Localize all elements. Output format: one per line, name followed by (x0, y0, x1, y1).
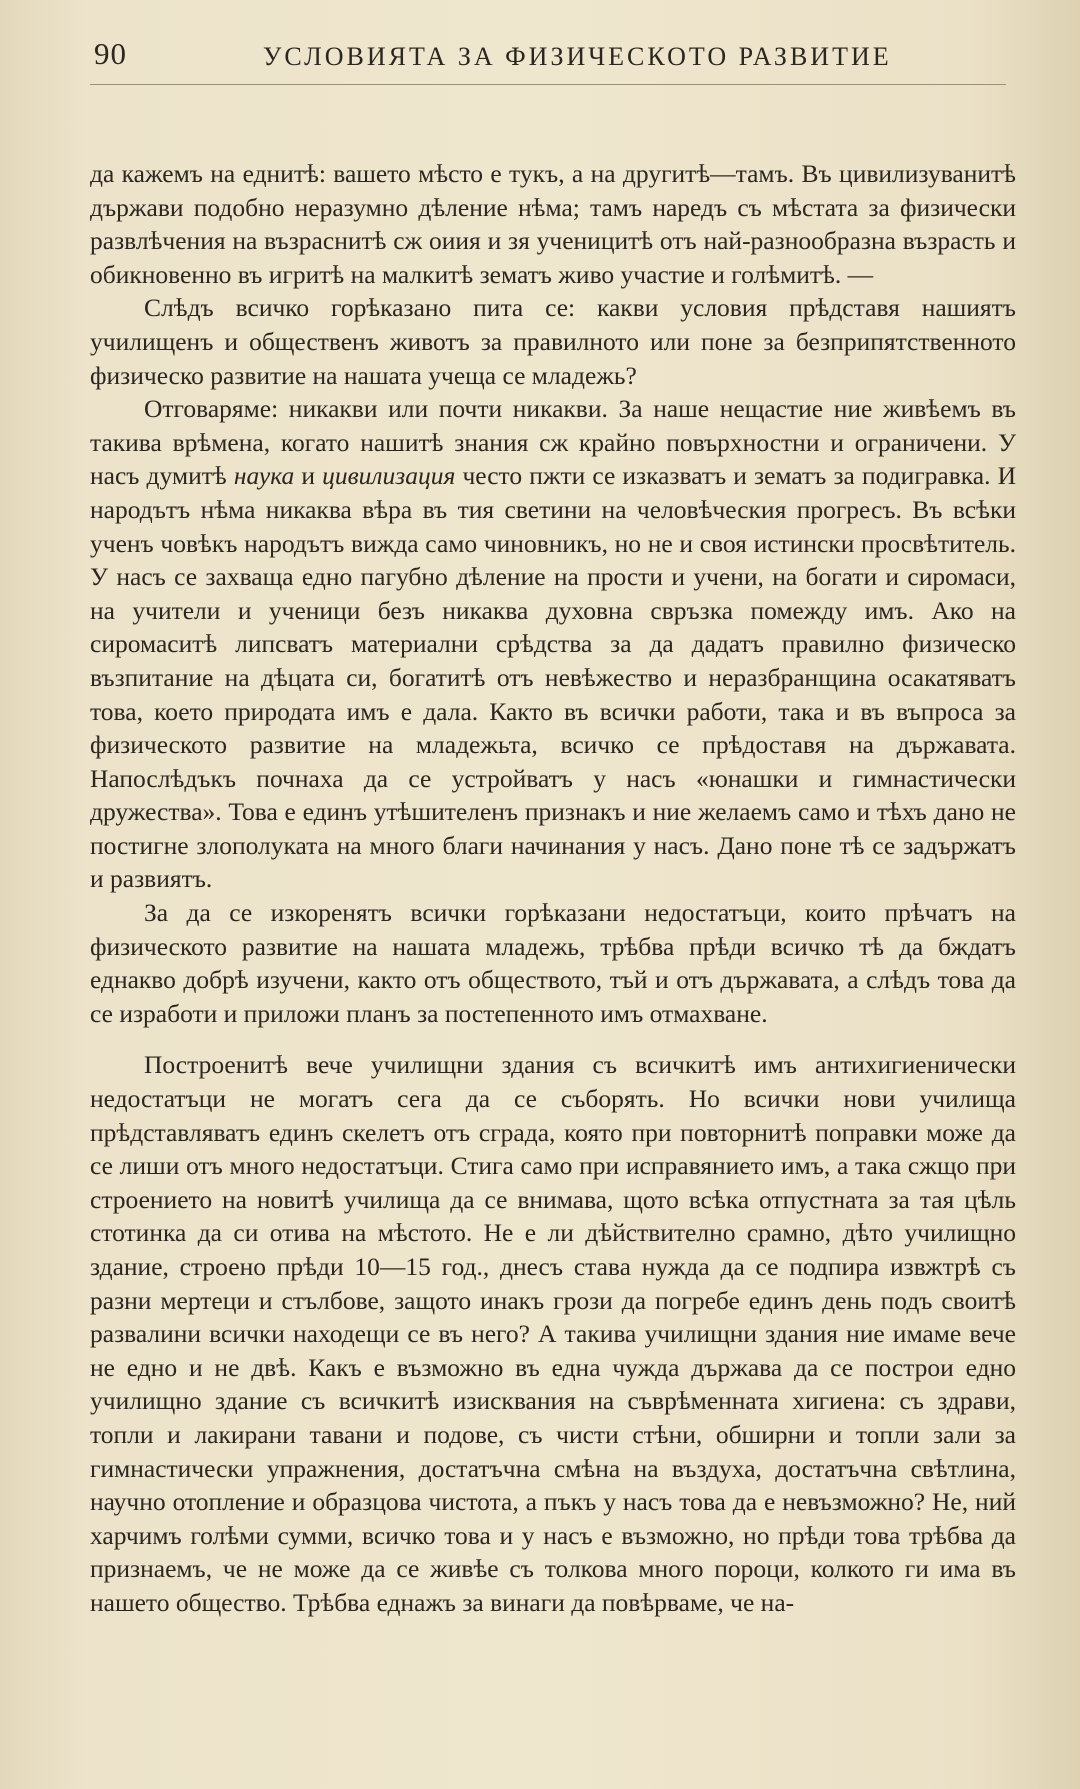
body-text (90, 157, 1016, 1620)
emphasis-science: наука (233, 461, 295, 491)
paragraph-remedies: За да се изкоренятъ всички горѣказани недостатъци, които прѣчатъ на физическото развитие на нашата младежь, трѣбва прѣди всичко тѣ да бждатъ еднакво добрѣ изучени, както отъ обществото, тъй и отъ държавата, а слѣдъ това да се изработи и приложи планъ за постепенното имъ отмахване. (90, 898, 1016, 1028)
page-number: 90 (94, 36, 127, 71)
emphasis-civilization: цивилизация (322, 461, 456, 491)
running-title: УСЛОВИЯТА ЗА ФИЗИЧЕСКОТО РАЗВИТИЕ (263, 42, 892, 71)
paragraph-continuation: да кажемъ на еднитѣ: вашето мѣсто е тукъ, а на другитѣ—тамъ. Въ цивилизуванитѣ държави подобно неразумно дѣление нѣма; тамъ наредъ съ мѣстата за физически развлѣчения на възраснитѣ сж оиия и зя ученицитѣ отъ най-разнообразна възрасть и обикновенно въ игритѣ на малкитѣ зематъ живо участие и голѣмитѣ. — (90, 159, 1016, 289)
paragraph-question: Слѣдъ всичко горѣказано пита се: какви условия прѣдставя нашиятъ училищенъ и общественъ животъ за правилното или поне за безприпятственното физическо развитие на нашата учеща се младежь? (90, 293, 1016, 390)
paragraph-answer: Отговаряме: никакви или почти никакви. За наше нещастие ние живѣемъ въ такива врѣмена, когато нашитѣ знания сж крайно повърхностни и ограничени. У насъ думитѣ наука и цивилизация често пжти се изказватъ и зематъ за подигравка. И народътъ нѣма никаква вѣра въ тия светини на человѣческия прогресъ. Въ всѣки ученъ човѣкъ народътъ вижда само чиновникъ, но не и своя истински просвѣтитель. У насъ се захваща едно пагубно дѣление на прости и учени, на богати и сиромаси, на учители и ученици безъ никаква духовна свръзка помежду имъ. Ако на сиромаситѣ липсватъ материални срѣдства за да дадатъ правилно физическо възпитание на дѣцата си, богатитѣ отъ невѣжество и неразбранщина осакатяватъ това, което природата имъ е дала. Както въ всички работи, така и въ въпроса за физическото развитие на младежьта, всичко се прѣдоставя на държавата. Напослѣдъкъ почнаха да се устройватъ у насъ «юнашки и гимнастически дружества». Това е единъ утѣшителенъ признакъ и ние желаемъ само и тѣхъ дано не постигне злополуката на много благи начинания у насъ. Дано поне тѣ се задържатъ и развиятъ. (90, 394, 1016, 894)
page-header (90, 28, 1006, 85)
paragraph-school-buildings: Построенитѣ вече училищни здания съ всичкитѣ имъ антихигиенически недостатъци не могатъ сега да се съборять. Но всички нови училища прѣдставляватъ единъ скелетъ отъ сграда, която при повторнитѣ поправки може да се лиши отъ много недостатъци. Стига само при исправянието имъ, а така сжщо при строението на новитѣ училища да се внимава, щото всѣка отпустната за тая цѣль стотинка да си отива на мѣстото. Не е ли дѣйствително срамно, дѣто училищно здание, строено прѣди 10—15 год., днесъ става нужда да се подпира извжтрѣ съ разни мертеци и стълбове, защото инакъ грози да погребе единъ день подъ своитѣ развалини всички находещи се въ него? А такива училищни здания ние имаме вече не едно и не двѣ. Какъ е възможно въ една чужда държава да се построи едно училищно здание съ всичкитѣ изисквания на съврѣменната хигиена: съ здрави, топли и лакирани тавани и подове, съ чисти стѣни, обширни и топли зали за гимнастически упражнения, достатъчна смѣна на въздуха, достатъчна свѣтлина, научно отопление и образцова чистота, а пъкъ у насъ това да е невъзможно? Не, ний харчимъ голѣми сумми, всичко това и у насъ е възможно, но прѣди това трѣбва да признаемъ, че не може да се живѣе съ толкова много пороци, колкото ги има въ нашето общество. Трѣбва еднажъ за винаги да повѣрваме, че на- (90, 1050, 1016, 1617)
